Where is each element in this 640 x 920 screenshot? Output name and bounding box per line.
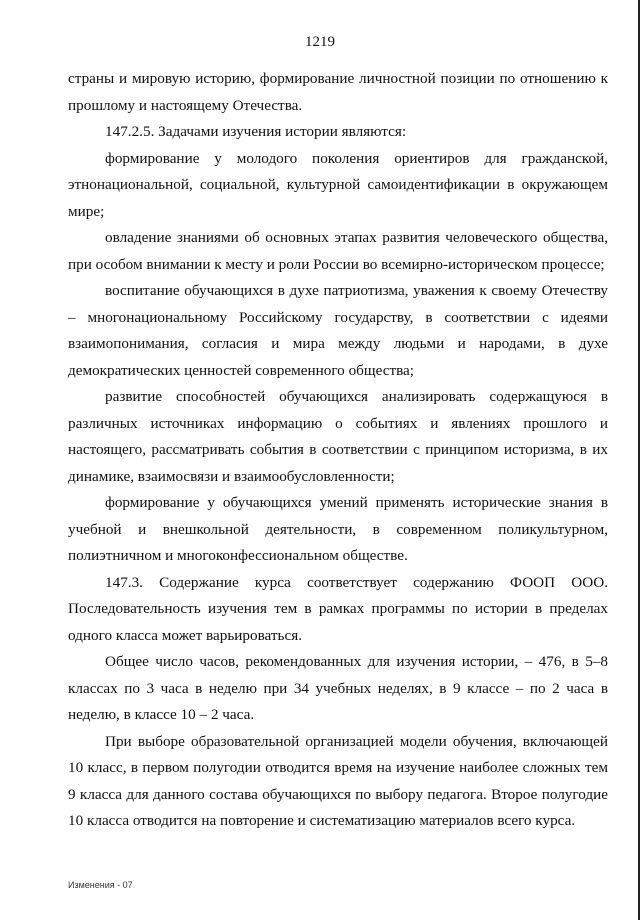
page-number: 1219 (305, 34, 335, 50)
paragraph-course-content: 147.3. Содержание курса соответствует содержанию ФООП ООО. Последовательность изучения тем в рамках программы по истории в пределах одного класса может варьироваться. (68, 573, 608, 644)
paragraph-section-heading: 147.2.5. Задачами изучения истории являются: (105, 123, 407, 140)
paragraph-model-choice: При выборе образовательной организацией модели обучения, включающей 10 класс, в первом полугодии отводится время на изучение наиболее сложных тем 9 класса для данного состава обучающихся по выбору педагога. Второе полугодие 10 класса отводится на повторение и систематизацию материалов всего курса. (68, 732, 608, 829)
paragraph-task-application: формирование у обучающихся умений применять исторические знания в учебной и внешкольной деятельности, в современном поликультурном, полиэтничном и многоконфессиональном обществе. (68, 494, 608, 564)
paragraph-task-identity: формирование у молодого поколения ориентиров для гражданской, этнонациональной, социальной, культурной самоидентификации в окружающем мире; (68, 149, 608, 220)
footer-note: Изменения - 07 (68, 880, 133, 890)
paragraph-task-analysis: развитие способностей обучающихся анализировать содержащуюся в различных источниках информацию о событиях и явлениях прошлого и настоящего, рассматривать события в соответствии с принципом историзма, в их динамике, взаимосвязи и взаимообусловленности; (68, 388, 608, 485)
paragraph-task-knowledge: овладение знаниями об основных этапах развития человеческого общества, при особом внимании к месту и роли России во всемирно-историческом процессе; (68, 229, 608, 273)
paragraph-hours: Общее число часов, рекомендованных для изучения истории, – 476, в 5–8 классах по 3 часа в неделю при 34 учебных неделях, в 9 классе – по 2 часа в неделю, в классе 10 – 2 часа. (68, 653, 608, 723)
document-body (68, 66, 608, 835)
paragraph-continuation: страны и мировую историю, формирование личностной позиции по отношению к прошлому и настоящему Отечества. (68, 70, 608, 114)
paragraph-task-patriotism: воспитание обучающихся в духе патриотизма, уважения к своему Отечеству – многонациональному Российскому государству, в соответствии с идеями взаимопонимания, согласия и мира между людьми и народами, в духе демократических ценностей современного общества; (68, 282, 608, 379)
